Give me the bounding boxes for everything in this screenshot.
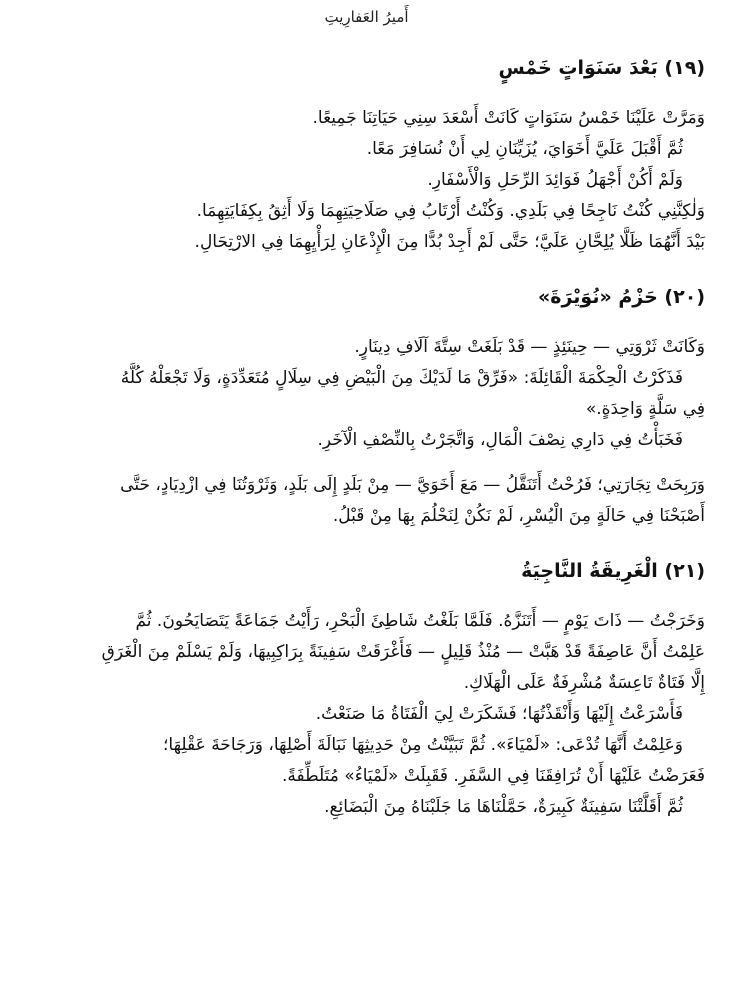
- paragraph-line: وَكَانَتْ ثَرْوَتِي — حِينَئِذٍ — قَدْ بَلَغَتْ سِتَّةَ آلَافِ دِينَارٍ.: [354, 337, 705, 357]
- paragraph-line: وَلَمْ أَكُنْ أَجْهَلُ فَوَائِدَ الرِّحَلِ وَالْأَسْفَارِ.: [427, 170, 683, 190]
- paragraph-line: عَلِمْتُ أَنَّ عَاصِفَةً قَدْ هَبَّتْ — مُنْذُ قَلِيلٍ — فَأَغْرَقَتْ سَفِينَةً بِرَاكِبِيهَا، وَلَمْ يَسْلَمْ مِنَ الْغَرَقِ: [101, 642, 705, 662]
- paragraph-line: فِي سَلَّةٍ وَاحِدَةٍ.»: [585, 399, 705, 419]
- section-19: [26, 55, 705, 258]
- paragraph-line: أَصْبَحْنَا فِي حَالَةٍ مِنَ الْيُسْرِ، لَمْ نَكُنْ لِنَحْلُمَ بِهَا مِنْ قَبْلُ.: [332, 506, 705, 526]
- paragraph-line: وَرَبِحَتْ تِجَارَتِي؛ فَرُحْتُ أَتَنَقَّلُ — مَعَ أَخَوَيَّ — مِنْ بَلَدٍ إِلَى بَلَدٍ، وَثَرْوَتُنَا فِي ازْدِيَادٍ، حَتَّى: [120, 475, 705, 495]
- paragraph-line: إِلَّا فَتَاةٌ تَاعِسَةٌ مُشْرِفَةٌ عَلَى الْهَلَاكِ.: [463, 673, 705, 693]
- paragraph-line: فَأَسْرَعْتُ إِلَيْهَا وَأَنْقَذْتُهَا؛ فَشَكَرَتْ لِيَ الْفَتَاةُ مَا صَنَعْتُ.: [315, 704, 683, 724]
- section-gap: [26, 532, 705, 558]
- section-21: [26, 558, 705, 823]
- paragraph-line: وَلٰكِنَّنِي كُنْتُ نَاجِحًا فِي بَلَدِي. وَكُنْتُ أَرْتَابُ فِي صَلَاحِيَتِهِمَا وَلَا أَثِقُ بِكِفَايَتِهِمَا.: [196, 201, 705, 221]
- section-title: (٢١) الْغَرِيقَةُ النَّاجِيَةُ: [521, 560, 705, 582]
- paragraph-line: وَخَرَجْتُ — ذَاتَ يَوْمٍ — أَتَنَزَّهُ. فَلَمَّا بَلَغْتُ شَاطِئَ الْبَحْرِ، رَأَيْتُ جَمَاعَةً يَتَصَايَحُونَ. ثُمَّ: [135, 611, 705, 631]
- paragraph-line: ثُمَّ أَقْبَلَ عَلَيَّ أَخَوَايَ، يُزَيِّنَانِ لِي أَنْ نُسَافِرَ مَعًا.: [366, 139, 683, 159]
- paragraph-line: فَخَبَأْتُ فِي دَارِي نِصْفَ الْمَالِ، وَاتَّجَرْتُ بِالنِّصْفِ الْآخَرِ.: [317, 430, 683, 450]
- section-title: (١٩) بَعْدَ سَنَوَاتٍ خَمْسٍ: [498, 57, 705, 79]
- paragraph-line: ثُمَّ أَقَلَّتْنَا سَفِينَةٌ كَبِيرَةٌ، حَمَّلْنَاهَا مَا جَلَبْنَاهُ مِنَ الْبَضَائِعِ.: [324, 797, 683, 817]
- paragraph-line: فَذَكَرْتُ الْحِكْمَةَ الْقَائِلَةَ: «فَرِّقْ مَا لَدَيْكَ مِنَ الْبَيْضِ فِي سِلَالٍ مُتَعَدِّدَةٍ، وَلَا تَجْعَلْهُ كُلَّهُ: [120, 368, 683, 388]
- paragraph-line: وَمَرَّتْ عَلَيْنَا خَمْسُ سَنَوَاتٍ كَانَتْ أَسْعَدَ سِنِي حَيَاتِنَا جَمِيعًا.: [312, 108, 705, 128]
- section-20: [26, 284, 705, 532]
- page-content: [26, 55, 705, 823]
- paragraph-line: فَعَرَضْتُ عَلَيْهَا أَنْ تُرَافِقَنَا فِي السَّفَرِ. فَقَبِلَتْ «لَمْيَاءُ» مُتَلَطِّفَةً.: [281, 766, 705, 786]
- paragraph-gap: [26, 456, 705, 470]
- page-header: أَميرُ العَفارِيتِ: [324, 8, 409, 26]
- paragraph-line: وَعَلِمْتُ أَنَّهَا تُدْعَى: «لَمْيَاءَ». ثُمَّ تَبَيَّنْتُ مِنْ حَدِيثِهَا نَبَالَةَ أَصْلِهَا، وَرَجَاحَةَ عَقْلِهَا؛: [163, 735, 683, 755]
- paragraph-line: بَيْدَ أَنَّهُمَا ظَلَّا يُلِحَّانِ عَلَيَّ؛ حَتَّى لَمْ أَجِدْ بُدًّا مِنَ الْإِذْعَانِ لِرَأْيِهِمَا فِي الارْتِحَالِ.: [194, 232, 705, 252]
- section-title: (٢٠) حَزْمُ «نُوَيْرَةَ»: [537, 286, 705, 308]
- section-gap: [26, 258, 705, 284]
